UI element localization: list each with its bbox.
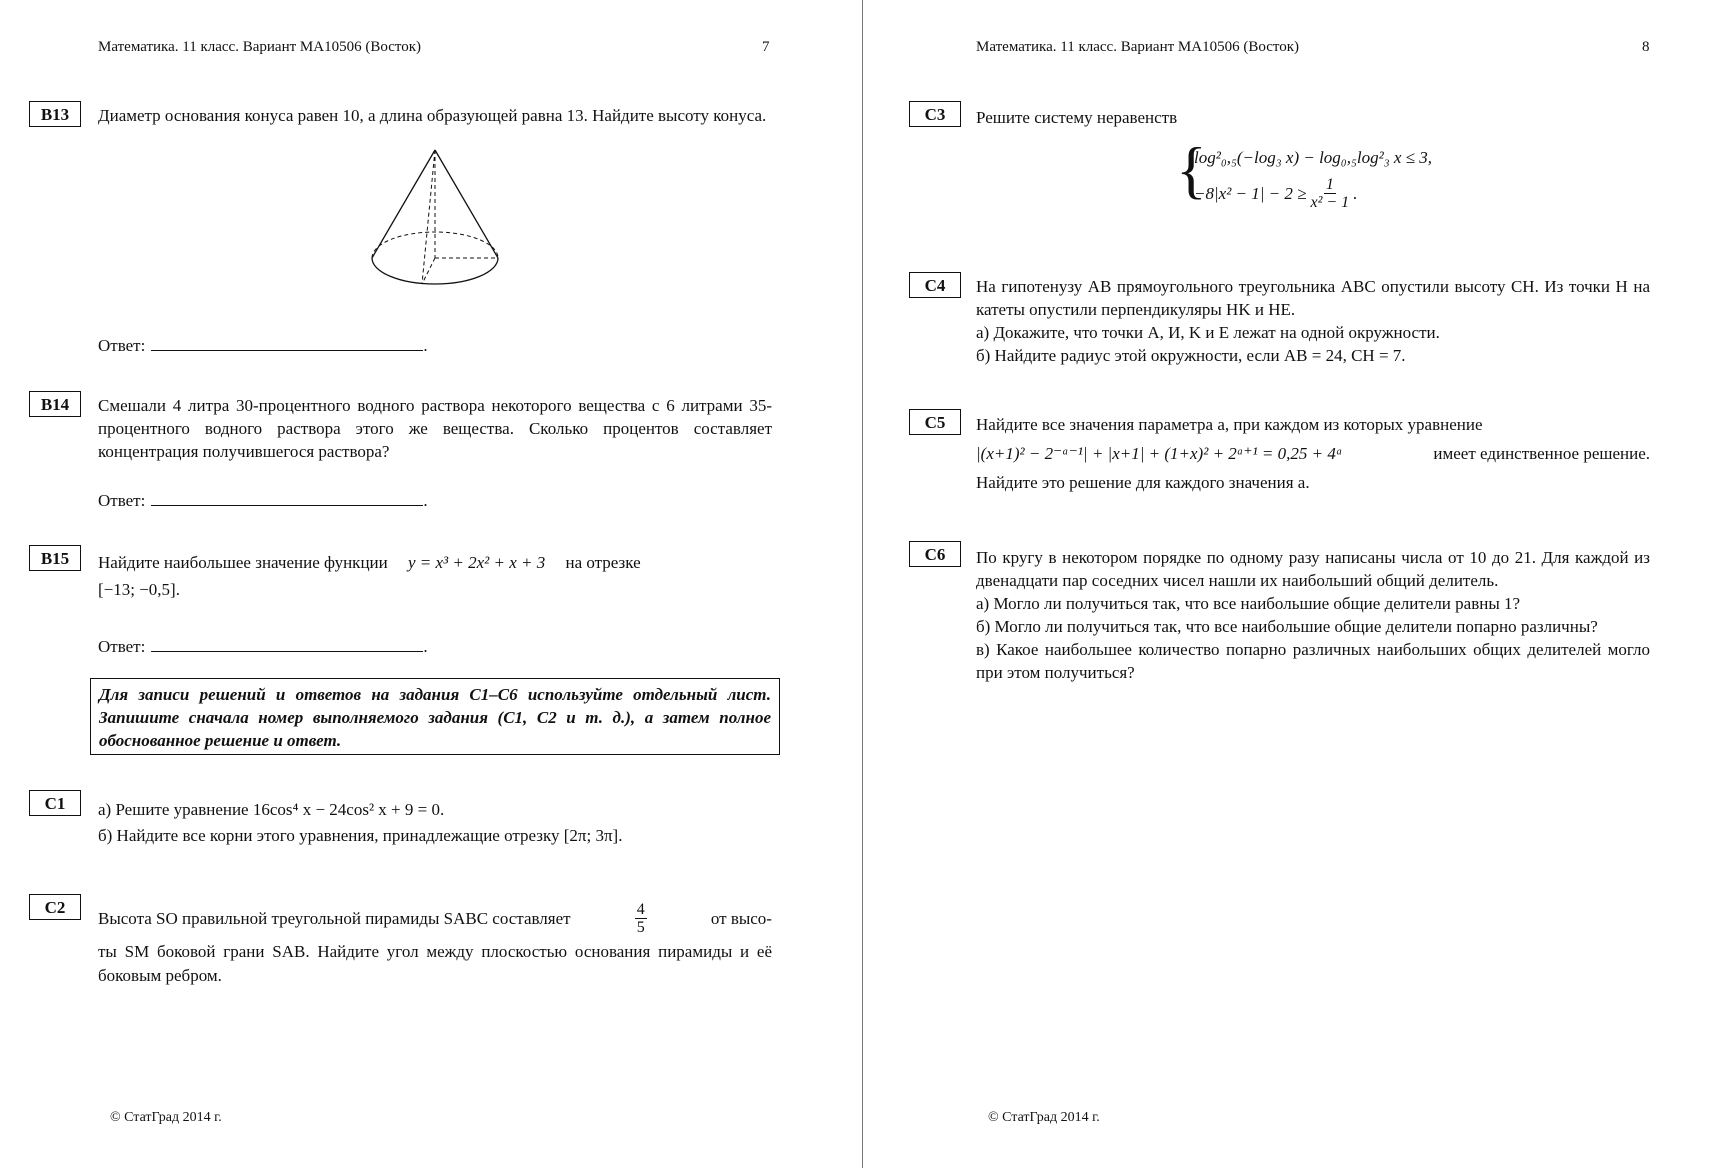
task-label-c1: C1 (29, 790, 81, 816)
page-number: 7 (762, 39, 770, 55)
task-label-c5: C5 (909, 409, 961, 435)
equation: |(x+1)² − 2⁻ᵃ⁻¹| + |x+1| + (1+x)² + 2ᵃ⁺¹ = 0,25 + 4ᵃ (976, 444, 1343, 463)
task-text-b13: Диаметр основания конуса равен 10, а длина образующей равна 13. Найдите высоту конуса. (98, 106, 767, 125)
task-text-c5: Найдите все значения параметра a, при каждом из которых уравнение |(x+1)² − 2⁻ᵃ⁻¹| + |x+1| + (1+x)² + 2ᵃ⁺¹ = 0,25 + 4ᵃ имеет единственное решение. Найдите это решение для каждого значения a. (976, 415, 1650, 492)
page-header: Математика. 11 класс. Вариант МА10506 (Восток) (976, 39, 1299, 55)
page-header: Математика. 11 класс. Вариант МА10506 (Восток) (98, 39, 421, 55)
page-right (864, 0, 1720, 1168)
task-label-b15: B15 (29, 545, 81, 571)
task-text-c4: На гипотенузу AB прямоугольного треугольника ABC опустили высоту CH. Из точки H на катеты опустили перпендикуляры HK и HE. а) Докажите, что точки A, И, K и E лежат на одной окружности. б) Найдите радиус этой окружности, если AB = 24, CH = 7. (976, 277, 1650, 365)
system-brace: { (1176, 134, 1207, 205)
task-label-c3: C3 (909, 101, 961, 127)
function-formula: y = x³ + 2x² + x + 3 (407, 553, 546, 572)
inequality-system: log²₀,₅(−log₃ x) − log₀,₅log²₃ x ≤ 3, −8|x² − 1| − 2 ≥ $\frac{1}{\text{x² − 1}}$ . (1194, 148, 1432, 211)
answer-field-b13[interactable]: Ответ: . (98, 336, 428, 355)
task-text-c6: По кругу в некотором порядке по одному разу написаны числа от 10 до 21. Для каждой из двенадцати пар соседних чисел нашли их наибольший общий делитель. а) Могло ли получиться так, что все наибольшие общие делители равны 1? б) Могло ли получиться так, что все наибольшие общие делители попарно различны? в) Какое наибольшее количество попарно различных наибольших общих делителей могло при этом получиться? (976, 548, 1650, 682)
task-text-c1: а) Решите уравнение 16cos⁴ x − 24cos² x + 9 = 0. б) Найдите все корни этого уравнения, принадлежащие отрезку [2π; 3π]. (98, 800, 623, 845)
interval: [−13; −0,5]. (98, 580, 180, 599)
page-footer: © СтатГрад 2014 г. (110, 1110, 222, 1125)
task-label-c4: C4 (909, 272, 961, 298)
instructions-box: Для записи решений и ответов на задания С1–С6 используйте отдельный лист. Запишите сначала номер выполняемого задания (С1, С2 и т. д.), а затем полное обоснованное решение и ответ. (90, 678, 780, 755)
task-text-c3: Решите систему неравенств (976, 108, 1178, 127)
task-label-b13: B13 (29, 101, 81, 127)
task-label-b14: B14 (29, 391, 81, 417)
task-text-c2: Высота SO правильной треугольной пирамиды SABC составляет $\frac{4}{5}$ от высо- ты SM боковой грани SAB. Найдите угол между плоскостью основания пирамиды и её боковым ребром. (98, 901, 772, 985)
task-text-b15: Найдите наибольшее значение функции y = x³ + 2x² + x + 3 на отрезке [−13; −0,5]. (98, 553, 641, 599)
answer-field-b15[interactable]: Ответ: . (98, 637, 428, 656)
task-text-b14: Смешали 4 литра 30-процентного водного раствора некоторого вещества с 6 литрами 35-процентного водного раствора этого же вещества. Сколько процентов составляет концентрация получившегося раствора? (98, 396, 772, 461)
answer-field-b14[interactable]: Ответ: . (98, 491, 428, 510)
task-label-c2: C2 (29, 894, 81, 920)
cone-figure (370, 148, 500, 310)
page-divider (862, 0, 863, 1168)
task-label-c6: C6 (909, 541, 961, 567)
page-footer: © СтатГрад 2014 г. (988, 1110, 1100, 1125)
fraction-4-5: $\frac{4}{5}$ (636, 901, 645, 936)
page-number: 8 (1642, 39, 1650, 55)
